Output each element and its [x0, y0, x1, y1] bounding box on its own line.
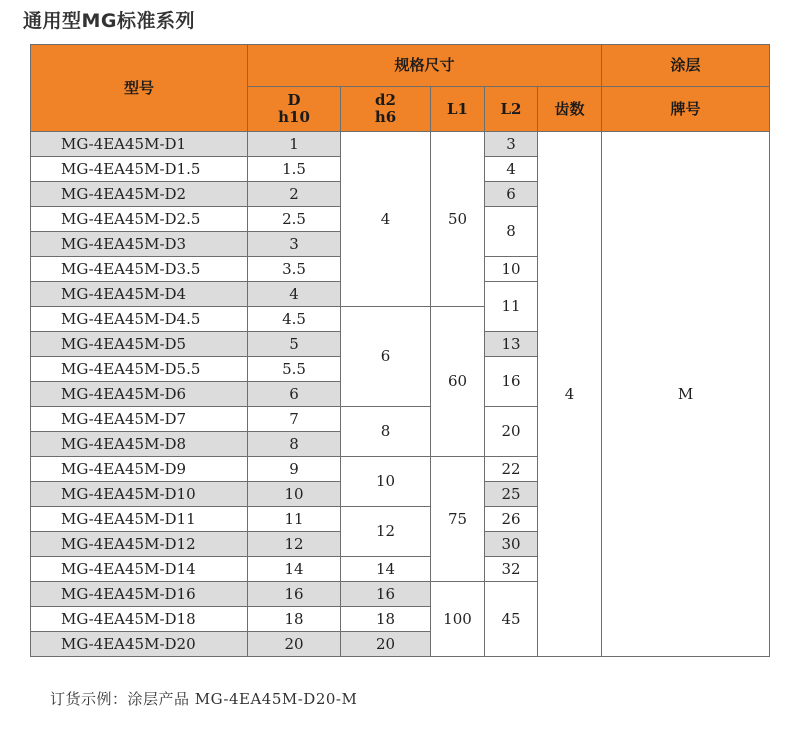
- d2-cell: 6: [341, 307, 431, 407]
- teeth-cell: 4: [538, 132, 602, 657]
- l1-cell: 50: [431, 132, 485, 307]
- d-cell: 4: [248, 282, 341, 307]
- d-cell: 5: [248, 332, 341, 357]
- table-row: [31, 132, 770, 157]
- l2-cell: 26: [485, 507, 538, 532]
- l2-cell: 13: [485, 332, 538, 357]
- header-model: 型号: [31, 45, 248, 132]
- model-cell: MG-4EA45M-D16: [31, 582, 248, 607]
- model-cell: MG-4EA45M-D20: [31, 632, 248, 657]
- model-cell: MG-4EA45M-D3: [31, 232, 248, 257]
- d2-cell: 16: [341, 582, 431, 607]
- brand-cell: M: [602, 132, 770, 657]
- model-cell: MG-4EA45M-D2: [31, 182, 248, 207]
- model-cell: MG-4EA45M-D5.5: [31, 357, 248, 382]
- d-cell: 11: [248, 507, 341, 532]
- model-cell: MG-4EA45M-D4: [31, 282, 248, 307]
- d2-cell: 8: [341, 407, 431, 457]
- l2-cell: 4: [485, 157, 538, 182]
- model-cell: MG-4EA45M-D4.5: [31, 307, 248, 332]
- header-l2: L2: [485, 87, 538, 132]
- model-cell: MG-4EA45M-D9: [31, 457, 248, 482]
- d-cell: 1.5: [248, 157, 341, 182]
- model-cell: MG-4EA45M-D7: [31, 407, 248, 432]
- d2-cell: 4: [341, 132, 431, 307]
- d-cell: 12: [248, 532, 341, 557]
- d2-cell: 14: [341, 557, 431, 582]
- header-d: D h10: [248, 87, 341, 132]
- l2-cell: 16: [485, 357, 538, 407]
- model-cell: MG-4EA45M-D1.5: [31, 157, 248, 182]
- d-cell: 9: [248, 457, 341, 482]
- d-cell: 7: [248, 407, 341, 432]
- page-title: 通用型MG标准系列: [23, 10, 196, 32]
- model-cell: MG-4EA45M-D8: [31, 432, 248, 457]
- d2-cell: 10: [341, 457, 431, 507]
- l2-cell: 45: [485, 582, 538, 657]
- model-cell: MG-4EA45M-D14: [31, 557, 248, 582]
- d-cell: 14: [248, 557, 341, 582]
- model-cell: MG-4EA45M-D2.5: [31, 207, 248, 232]
- d-cell: 2.5: [248, 207, 341, 232]
- d-cell: 4.5: [248, 307, 341, 332]
- model-cell: MG-4EA45M-D12: [31, 532, 248, 557]
- d2-cell: 20: [341, 632, 431, 657]
- model-cell: MG-4EA45M-D18: [31, 607, 248, 632]
- d-cell: 3: [248, 232, 341, 257]
- l2-cell: 30: [485, 532, 538, 557]
- header-l1: L1: [431, 87, 485, 132]
- l2-cell: 20: [485, 407, 538, 457]
- model-cell: MG-4EA45M-D5: [31, 332, 248, 357]
- l1-cell: 100: [431, 582, 485, 657]
- model-cell: MG-4EA45M-D11: [31, 507, 248, 532]
- l2-cell: 8: [485, 207, 538, 257]
- l2-cell: 25: [485, 482, 538, 507]
- d-cell: 1: [248, 132, 341, 157]
- d-cell: 3.5: [248, 257, 341, 282]
- d-cell: 20: [248, 632, 341, 657]
- model-cell: MG-4EA45M-D10: [31, 482, 248, 507]
- model-cell: MG-4EA45M-D3.5: [31, 257, 248, 282]
- d-cell: 2: [248, 182, 341, 207]
- model-cell: MG-4EA45M-D6: [31, 382, 248, 407]
- d-cell: 5.5: [248, 357, 341, 382]
- model-cell: MG-4EA45M-D1: [31, 132, 248, 157]
- header-brand: 牌号: [602, 87, 770, 132]
- l2-cell: 3: [485, 132, 538, 157]
- header-teeth: 齿数: [538, 87, 602, 132]
- spec-table: [30, 44, 770, 657]
- l2-cell: 22: [485, 457, 538, 482]
- l2-cell: 10: [485, 257, 538, 282]
- l2-cell: 32: [485, 557, 538, 582]
- header-d2: d2 h6: [341, 87, 431, 132]
- d-cell: 8: [248, 432, 341, 457]
- d-cell: 16: [248, 582, 341, 607]
- l1-cell: 75: [431, 457, 485, 582]
- l1-cell: 60: [431, 307, 485, 457]
- d-cell: 18: [248, 607, 341, 632]
- d2-cell: 18: [341, 607, 431, 632]
- d-cell: 10: [248, 482, 341, 507]
- header-spec-group: 规格尺寸: [248, 45, 602, 87]
- order-example-footer: 订货示例：涂层产品 MG-4EA45M-D20-M: [50, 690, 358, 708]
- l2-cell: 6: [485, 182, 538, 207]
- l2-cell: 11: [485, 282, 538, 332]
- d2-cell: 12: [341, 507, 431, 557]
- d-cell: 6: [248, 382, 341, 407]
- header-coating-group: 涂层: [602, 45, 770, 87]
